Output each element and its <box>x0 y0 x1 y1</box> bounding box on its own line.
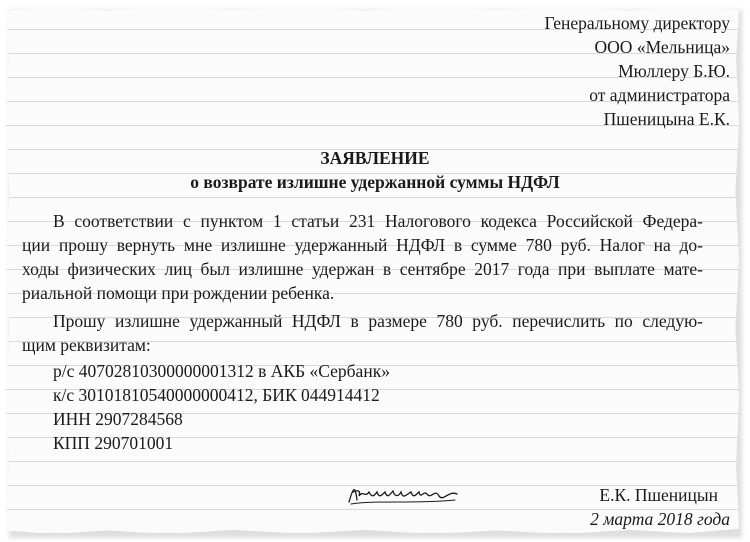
addressee-name: Мюллеру Б.Ю. <box>618 61 730 81</box>
document-date: 2 марта 2018 года <box>590 509 730 529</box>
paragraph-1-line-4: риальной помощи при рождении ребенка. <box>22 283 335 303</box>
requisite-inn: ИНН 2907284568 <box>53 409 183 429</box>
addressee-company: ООО «Мельница» <box>594 37 730 57</box>
paragraph-2-line-2: щим реквизитам: <box>22 335 151 355</box>
paragraph-2-line-1: Прошу излишне удержанный НДФЛ в размере 780 руб. перечислить по следую- <box>53 311 703 331</box>
sender-name: Пшеницына Е.К. <box>603 109 730 129</box>
signer-name: Е.К. Пшеницын <box>599 485 718 505</box>
document-subtitle: о возврате излишне удержанной суммы НДФЛ <box>190 172 560 192</box>
addressee-position: Генеральному директору <box>544 13 730 33</box>
paragraph-1-line-3: ходы физических лиц был излишне удержан в сентябре 2017 года при выплате мате- <box>22 259 703 279</box>
requisite-account: р/с 40702810300000001312 в АКБ «Сербанк» <box>53 361 390 381</box>
requisite-kpp: КПП 290701001 <box>53 433 174 453</box>
paragraph-1-line-2: ции прошу вернуть мне излишне удержанный НДФЛ в сумме 780 руб. Налог на до- <box>22 235 703 255</box>
sender-position: от администратора <box>589 85 730 105</box>
document-title: ЗАЯВЛЕНИЕ <box>320 148 430 168</box>
paragraph-1-line-1: В соответствии с пунктом 1 статьи 231 Налогового кодекса Российской Федера- <box>53 211 703 231</box>
handwritten-signature <box>345 478 465 510</box>
requisite-corr-account: к/с 30101810540000000412, БИК 044914412 <box>53 385 380 405</box>
